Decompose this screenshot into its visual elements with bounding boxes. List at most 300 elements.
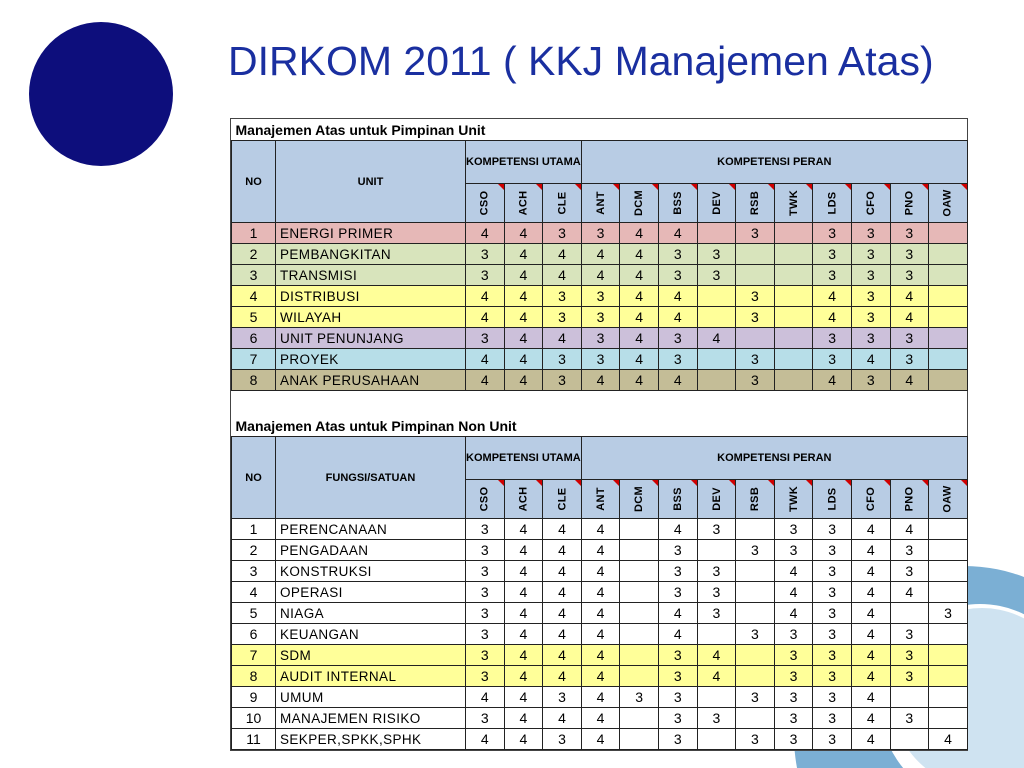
cell-pno	[890, 729, 929, 750]
cell-bss: 3	[658, 349, 697, 370]
header-kompetensi-utama: KOMPETENSI UTAMA	[466, 141, 582, 184]
cell-oaw	[929, 540, 968, 561]
cell-lds: 3	[813, 349, 852, 370]
cell-pno: 3	[890, 561, 929, 582]
cell-dev: 3	[697, 265, 736, 286]
table-row	[232, 244, 968, 265]
decorative-dark-circle	[29, 22, 173, 166]
cell-rsb	[736, 645, 775, 666]
cell-cso: 3	[466, 645, 505, 666]
cell-cso: 3	[466, 265, 505, 286]
header-no: NO	[232, 141, 276, 223]
header-row	[232, 437, 968, 480]
code-header-oaw	[929, 480, 968, 519]
cell-pno	[890, 603, 929, 624]
code-header-dev	[697, 480, 736, 519]
cell-dcm	[620, 561, 659, 582]
cell-lds: 3	[813, 603, 852, 624]
cell-ach: 4	[504, 624, 543, 645]
cell-cfo: 4	[851, 708, 890, 729]
code-header-cfo	[851, 480, 890, 519]
code-label: LDS	[826, 487, 839, 511]
cell-oaw	[929, 561, 968, 582]
comment-marker	[575, 480, 581, 486]
row-no: 11	[232, 729, 276, 750]
cell-ach: 4	[504, 687, 543, 708]
code-label: TWK	[787, 190, 800, 216]
cell-ant: 4	[581, 561, 620, 582]
cell-twk: 3	[774, 666, 813, 687]
cell-bss: 3	[658, 666, 697, 687]
comment-marker	[768, 480, 774, 486]
cell-dcm	[620, 540, 659, 561]
cell-cfo: 4	[851, 666, 890, 687]
cell-twk: 3	[774, 624, 813, 645]
cell-bss: 3	[658, 328, 697, 349]
cell-ant: 3	[581, 223, 620, 244]
comment-marker	[845, 480, 851, 486]
cell-cfo: 4	[851, 582, 890, 603]
cell-ach: 4	[504, 708, 543, 729]
cell-dcm	[620, 708, 659, 729]
table-row	[232, 729, 968, 750]
row-no: 2	[232, 244, 276, 265]
cell-dev: 4	[697, 666, 736, 687]
cell-rsb	[736, 328, 775, 349]
cell-cfo: 3	[851, 286, 890, 307]
cell-ach: 4	[504, 307, 543, 328]
cell-twk	[774, 328, 813, 349]
cell-bss: 3	[658, 645, 697, 666]
row-name: PROYEK	[276, 349, 466, 370]
cell-pno: 4	[890, 307, 929, 328]
row-name: KEUANGAN	[276, 624, 466, 645]
cell-ach: 4	[504, 328, 543, 349]
cell-oaw	[929, 519, 968, 540]
cell-twk	[774, 286, 813, 307]
cell-rsb: 3	[736, 307, 775, 328]
row-no: 1	[232, 223, 276, 244]
cell-cso: 3	[466, 582, 505, 603]
cell-bss: 4	[658, 370, 697, 391]
cell-cso: 3	[466, 708, 505, 729]
header-kompetensi-peran: KOMPETENSI PERAN	[581, 437, 967, 480]
cell-dev	[697, 223, 736, 244]
comment-marker	[961, 480, 967, 486]
code-header-ant	[581, 480, 620, 519]
code-label: ANT	[594, 191, 607, 215]
code-label: CFO	[864, 190, 877, 216]
cell-ant: 4	[581, 645, 620, 666]
cell-rsb: 3	[736, 223, 775, 244]
code-header-dev	[697, 184, 736, 223]
comment-marker	[961, 184, 967, 190]
cell-dev	[697, 624, 736, 645]
comment-marker	[536, 480, 542, 486]
code-label: ACH	[517, 486, 530, 512]
cell-lds: 4	[813, 286, 852, 307]
comment-marker	[575, 184, 581, 190]
cell-lds: 3	[813, 645, 852, 666]
comment-marker	[845, 184, 851, 190]
cell-twk	[774, 307, 813, 328]
cell-dev	[697, 729, 736, 750]
cell-pno: 3	[890, 349, 929, 370]
cell-dev: 4	[697, 328, 736, 349]
cell-bss: 3	[658, 561, 697, 582]
cell-dcm	[620, 582, 659, 603]
code-label: DCM	[633, 190, 646, 216]
code-label: ACH	[517, 190, 530, 216]
cell-ant: 4	[581, 519, 620, 540]
cell-cso: 3	[466, 519, 505, 540]
cell-dev: 4	[697, 645, 736, 666]
code-label: RSB	[748, 486, 761, 512]
cell-cle: 4	[543, 265, 582, 286]
code-header-rsb	[736, 184, 775, 223]
slide-title: DIRKOM 2011 ( KKJ Manajemen Atas)	[228, 38, 934, 84]
table-row	[232, 561, 968, 582]
cell-cso: 3	[466, 603, 505, 624]
code-label: PNO	[903, 190, 916, 216]
row-name: PEMBANGKITAN	[276, 244, 466, 265]
cell-ant: 4	[581, 666, 620, 687]
cell-cle: 4	[543, 603, 582, 624]
cell-bss: 3	[658, 687, 697, 708]
cell-cle: 3	[543, 307, 582, 328]
header-row	[232, 141, 968, 184]
cell-rsb: 3	[736, 540, 775, 561]
cell-cle: 4	[543, 582, 582, 603]
cell-cle: 4	[543, 666, 582, 687]
cell-twk: 3	[774, 645, 813, 666]
cell-lds: 4	[813, 370, 852, 391]
cell-cle: 3	[543, 370, 582, 391]
row-name: TRANSMISI	[276, 265, 466, 286]
cell-bss: 4	[658, 307, 697, 328]
cell-oaw	[929, 708, 968, 729]
cell-pno: 3	[890, 645, 929, 666]
row-name: SEKPER,SPKK,SPHK	[276, 729, 466, 750]
cell-rsb: 3	[736, 286, 775, 307]
code-header-dcm	[620, 184, 659, 223]
cell-cfo: 3	[851, 265, 890, 286]
cell-cfo: 4	[851, 561, 890, 582]
row-no: 8	[232, 370, 276, 391]
row-no: 2	[232, 540, 276, 561]
row-no: 4	[232, 582, 276, 603]
table-row	[232, 265, 968, 286]
cell-bss: 4	[658, 519, 697, 540]
row-no: 9	[232, 687, 276, 708]
cell-ach: 4	[504, 540, 543, 561]
table-row	[232, 223, 968, 244]
cell-cfo: 3	[851, 244, 890, 265]
code-header-ach	[504, 480, 543, 519]
cell-bss: 4	[658, 286, 697, 307]
cell-dcm: 4	[620, 370, 659, 391]
cell-pno: 3	[890, 540, 929, 561]
row-no: 8	[232, 666, 276, 687]
cell-dcm: 4	[620, 223, 659, 244]
cell-dcm: 4	[620, 307, 659, 328]
cell-cso: 4	[466, 349, 505, 370]
code-label: RSB	[748, 190, 761, 216]
cell-ant: 3	[581, 286, 620, 307]
cell-ant: 4	[581, 265, 620, 286]
cell-cfo: 4	[851, 687, 890, 708]
row-no: 7	[232, 645, 276, 666]
section-title: Manajemen Atas untuk Pimpinan Unit	[232, 119, 968, 141]
code-header-cso	[466, 184, 505, 223]
row-name: DISTRIBUSI	[276, 286, 466, 307]
cell-bss: 4	[658, 223, 697, 244]
cell-rsb: 3	[736, 624, 775, 645]
cell-ach: 4	[504, 666, 543, 687]
cell-dev	[697, 540, 736, 561]
row-name: UMUM	[276, 687, 466, 708]
table-row	[232, 645, 968, 666]
table-row	[232, 708, 968, 729]
cell-dev	[697, 349, 736, 370]
row-no: 3	[232, 561, 276, 582]
cell-lds: 3	[813, 666, 852, 687]
cell-ant: 4	[581, 687, 620, 708]
section-title-row	[232, 119, 968, 141]
cell-ant: 3	[581, 307, 620, 328]
cell-cso: 4	[466, 687, 505, 708]
cell-cle: 3	[543, 729, 582, 750]
header-kompetensi-peran: KOMPETENSI PERAN	[581, 141, 967, 184]
cell-cso: 4	[466, 223, 505, 244]
cell-cfo: 3	[851, 307, 890, 328]
code-header-cfo	[851, 184, 890, 223]
cell-cfo: 3	[851, 328, 890, 349]
cell-twk: 4	[774, 603, 813, 624]
cell-rsb	[736, 244, 775, 265]
cell-cle: 4	[543, 328, 582, 349]
cell-bss: 4	[658, 603, 697, 624]
cell-ach: 4	[504, 561, 543, 582]
cell-cso: 3	[466, 624, 505, 645]
comment-marker	[922, 480, 928, 486]
cell-pno	[890, 687, 929, 708]
cell-twk	[774, 349, 813, 370]
cell-cfo: 4	[851, 349, 890, 370]
cell-twk	[774, 370, 813, 391]
cell-cle: 4	[543, 624, 582, 645]
cell-cfo: 4	[851, 645, 890, 666]
cell-dcm: 4	[620, 244, 659, 265]
table-row	[232, 666, 968, 687]
cell-ach: 4	[504, 645, 543, 666]
cell-pno: 3	[890, 265, 929, 286]
code-label: OAW	[941, 189, 954, 217]
table-row	[232, 349, 968, 370]
row-no: 10	[232, 708, 276, 729]
code-label: DEV	[710, 191, 723, 215]
comment-marker	[613, 480, 619, 486]
cell-ant: 4	[581, 624, 620, 645]
comment-marker	[922, 184, 928, 190]
cell-oaw	[929, 286, 968, 307]
cell-pno: 4	[890, 519, 929, 540]
header-no: NO	[232, 437, 276, 519]
cell-dcm	[620, 645, 659, 666]
cell-cle: 4	[543, 540, 582, 561]
cell-ant: 4	[581, 729, 620, 750]
cell-twk	[774, 265, 813, 286]
row-name: ANAK PERUSAHAAN	[276, 370, 466, 391]
cell-lds: 3	[813, 729, 852, 750]
cell-dcm: 4	[620, 349, 659, 370]
section-spacer	[232, 391, 968, 416]
cell-twk	[774, 244, 813, 265]
cell-cso: 4	[466, 729, 505, 750]
cell-oaw	[929, 624, 968, 645]
cell-bss: 3	[658, 265, 697, 286]
cell-lds: 3	[813, 582, 852, 603]
cell-bss: 4	[658, 624, 697, 645]
cell-lds: 3	[813, 687, 852, 708]
cell-ach: 4	[504, 582, 543, 603]
cell-lds: 3	[813, 561, 852, 582]
cell-bss: 3	[658, 540, 697, 561]
table-row	[232, 540, 968, 561]
cell-ant: 3	[581, 349, 620, 370]
header-name: UNIT	[276, 141, 466, 223]
table-row	[232, 624, 968, 645]
code-label: PNO	[903, 486, 916, 512]
cell-oaw	[929, 265, 968, 286]
row-name: NIAGA	[276, 603, 466, 624]
code-label: OAW	[941, 485, 954, 513]
cell-lds: 3	[813, 519, 852, 540]
cell-dcm: 4	[620, 286, 659, 307]
cell-oaw: 3	[929, 603, 968, 624]
comment-marker	[652, 184, 658, 190]
cell-ach: 4	[504, 349, 543, 370]
comment-marker	[729, 184, 735, 190]
row-name: ENERGI PRIMER	[276, 223, 466, 244]
cell-ach: 4	[504, 223, 543, 244]
code-label: CSO	[478, 486, 491, 512]
cell-ant: 4	[581, 540, 620, 561]
cell-cle: 3	[543, 223, 582, 244]
code-header-cle	[543, 480, 582, 519]
comment-marker	[768, 184, 774, 190]
cell-cfo: 3	[851, 370, 890, 391]
cell-ant: 4	[581, 244, 620, 265]
table-row	[232, 370, 968, 391]
comment-marker	[536, 184, 542, 190]
cell-twk: 3	[774, 540, 813, 561]
cell-cso: 4	[466, 286, 505, 307]
cell-twk: 3	[774, 729, 813, 750]
code-header-bss	[658, 184, 697, 223]
code-label: BSS	[671, 487, 684, 511]
code-header-dcm	[620, 480, 659, 519]
code-header-twk	[774, 480, 813, 519]
cell-cso: 4	[466, 370, 505, 391]
cell-rsb	[736, 582, 775, 603]
comment-marker	[498, 184, 504, 190]
section-title: Manajemen Atas untuk Pimpinan Non Unit	[232, 415, 968, 437]
cell-cle: 3	[543, 286, 582, 307]
table-row	[232, 687, 968, 708]
cell-ach: 4	[504, 519, 543, 540]
cell-cso: 3	[466, 561, 505, 582]
cell-ach: 4	[504, 286, 543, 307]
cell-oaw	[929, 244, 968, 265]
code-header-cso	[466, 480, 505, 519]
row-no: 5	[232, 307, 276, 328]
cell-cle: 4	[543, 645, 582, 666]
cell-oaw: 4	[929, 729, 968, 750]
cell-oaw	[929, 307, 968, 328]
competency-table	[231, 119, 968, 750]
cell-lds: 3	[813, 265, 852, 286]
cell-rsb	[736, 519, 775, 540]
row-no: 6	[232, 624, 276, 645]
cell-cso: 3	[466, 540, 505, 561]
table-row	[232, 328, 968, 349]
cell-dev	[697, 286, 736, 307]
cell-oaw	[929, 370, 968, 391]
cell-oaw	[929, 645, 968, 666]
row-name: KONSTRUKSI	[276, 561, 466, 582]
cell-ach: 4	[504, 603, 543, 624]
code-header-rsb	[736, 480, 775, 519]
comment-marker	[691, 184, 697, 190]
cell-rsb: 3	[736, 370, 775, 391]
cell-cle: 4	[543, 519, 582, 540]
cell-dcm: 4	[620, 328, 659, 349]
row-no: 6	[232, 328, 276, 349]
cell-rsb: 3	[736, 687, 775, 708]
cell-dev: 3	[697, 244, 736, 265]
row-no: 3	[232, 265, 276, 286]
cell-dev: 3	[697, 582, 736, 603]
row-no: 4	[232, 286, 276, 307]
code-header-pno	[890, 480, 929, 519]
cell-pno: 3	[890, 708, 929, 729]
comment-marker	[691, 480, 697, 486]
cell-twk: 4	[774, 561, 813, 582]
cell-lds: 3	[813, 223, 852, 244]
cell-pno: 4	[890, 286, 929, 307]
table-row	[232, 582, 968, 603]
cell-pno: 3	[890, 328, 929, 349]
row-name: SDM	[276, 645, 466, 666]
cell-oaw	[929, 666, 968, 687]
cell-cle: 4	[543, 708, 582, 729]
row-name: PERENCANAAN	[276, 519, 466, 540]
table-row	[232, 286, 968, 307]
cell-cfo: 4	[851, 729, 890, 750]
code-header-ant	[581, 184, 620, 223]
code-header-oaw	[929, 184, 968, 223]
section-title-row	[232, 415, 968, 437]
comment-marker	[884, 480, 890, 486]
code-label: BSS	[671, 191, 684, 215]
cell-cle: 4	[543, 244, 582, 265]
cell-dev: 3	[697, 519, 736, 540]
cell-ach: 4	[504, 244, 543, 265]
cell-ant: 4	[581, 582, 620, 603]
cell-ant: 3	[581, 328, 620, 349]
cell-twk: 4	[774, 582, 813, 603]
